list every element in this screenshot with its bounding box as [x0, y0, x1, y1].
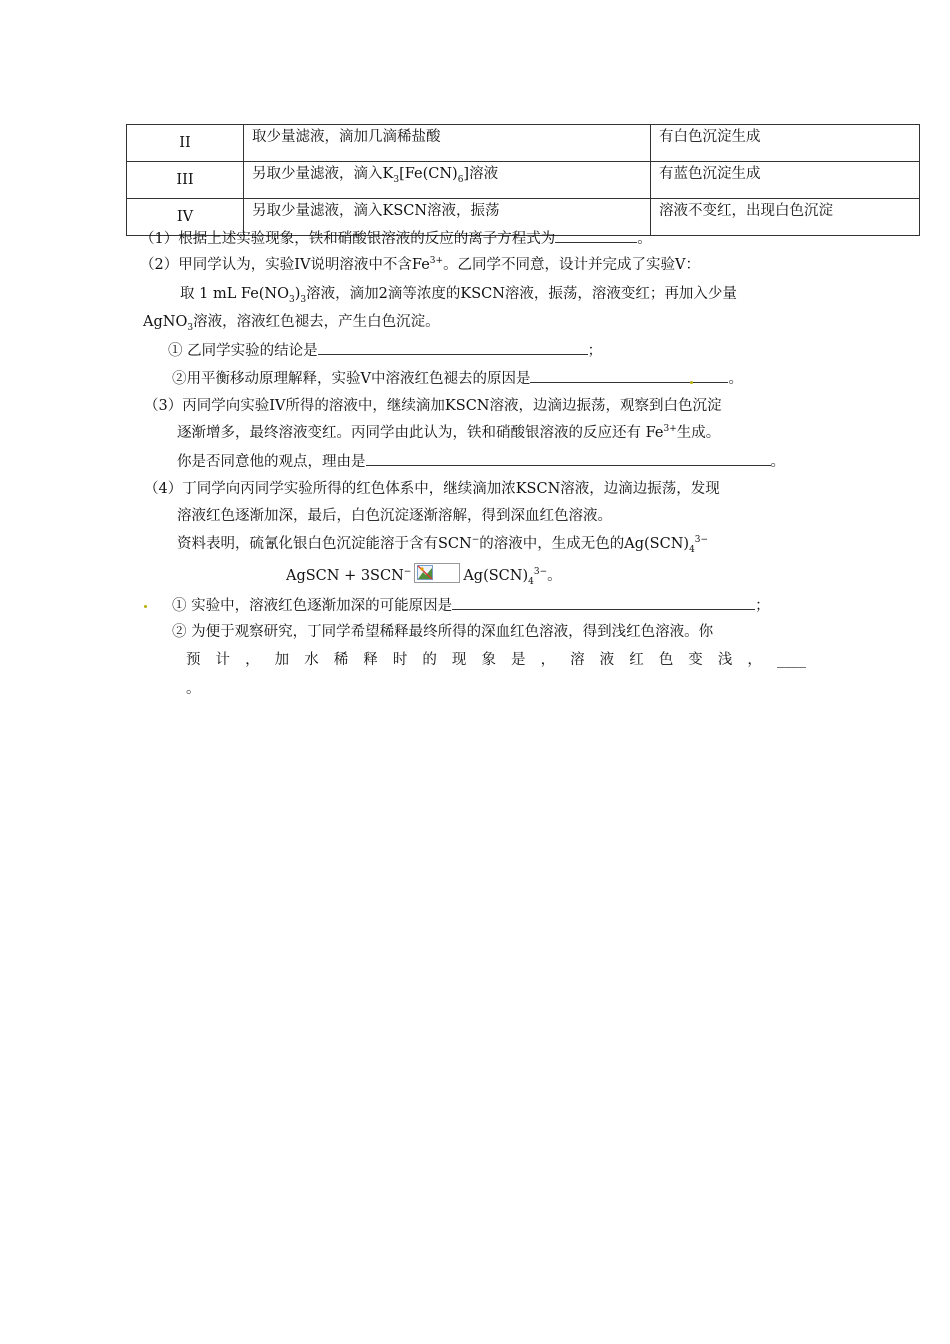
row-number: II	[127, 125, 244, 162]
answer-blank[interactable]	[318, 340, 588, 355]
spaced-char: ，	[747, 652, 762, 668]
question-4-line-3: 资料表明，硫氰化银白色沉淀能溶于含有SCN−的溶液中，生成无色的$Ag(SCN)_4^{3-}$	[177, 535, 709, 555]
broken-image-icon	[417, 565, 433, 580]
question-4-line-1: （4）丁同学向丙同学实验所得的红色体系中，继续滴加浓KSCN溶液，边滴边振荡，发现	[144, 481, 720, 497]
spaced-char: 溶	[570, 652, 585, 668]
spaced-char: 是	[511, 652, 526, 668]
spaced-char: ，	[245, 652, 260, 668]
question-4-sub-1: ① 实验中，溶液红色逐渐加深的可能原因是 ；	[172, 595, 770, 616]
spaced-char: 释	[363, 652, 378, 668]
spaced-char: 色	[658, 652, 674, 668]
spaced-char: 红	[629, 652, 644, 668]
row-number: III	[127, 162, 244, 199]
row-operation: 另取少量滤液，滴入$K_3[Fe(CN)_6]$溶液	[244, 162, 651, 199]
spaced-char: 稀	[333, 652, 349, 668]
row-result: 有白色沉淀生成	[651, 125, 920, 162]
question-1: （1）根据上述实验现象，铁和硝酸银溶液的反应的离子方程式为 。	[140, 228, 652, 249]
spaced-char: 时	[392, 652, 408, 668]
question-2-sub-1: ① 乙同学实验的结论是 ；	[168, 340, 602, 361]
equilibrium-equation: AgSCN + 3SCN− $Ag(SCN)_4^{3-}$。	[286, 563, 562, 586]
spaced-char: 浅	[717, 652, 733, 668]
spaced-char: ____	[776, 652, 806, 668]
experiment-table	[126, 124, 920, 236]
spaced-char: 预	[186, 652, 201, 668]
row-result: 溶液不变红，出现白色沉淀	[651, 199, 920, 236]
question-2-line-3: AgNO$_3$溶液，溶液红色褪去，产生白色沉淀。	[143, 314, 440, 333]
spaced-char: 现	[451, 652, 467, 668]
spaced-char: 加	[274, 652, 290, 668]
question-2-line-1: （2）甲同学认为，实验IV说明溶液中不含$Fe^{3+}$。乙同学不同意，设计并完成了实验V：	[140, 256, 701, 273]
question-3-line-1: （3）丙同学向实验IV所得的溶液中，继续滴加KSCN溶液，边滴边振荡，观察到白色沉淀	[144, 398, 722, 414]
spaced-char: 水	[304, 652, 319, 668]
equilibrium-arrow-image	[414, 563, 460, 583]
row-operation: 另取少量滤液，滴入KSCN溶液，振荡	[244, 199, 651, 236]
row-number: IV	[127, 199, 244, 236]
answer-blank[interactable]	[555, 228, 637, 243]
answer-blank[interactable]	[452, 595, 755, 610]
question-4-sub-2-line-2	[186, 650, 806, 670]
question-4-line-2: 溶液红色逐渐加深，最后，白色沉淀逐渐溶解，得到深血红色溶液。	[177, 508, 612, 524]
table-row	[127, 125, 920, 162]
question-4-sub-2: ② 为便于观察研究，丁同学希望稀释最终所得的深血红色溶液，得到浅红色溶液。你	[172, 624, 714, 640]
row-result: 有蓝色沉淀生成	[651, 162, 920, 199]
question-3-line-2: 逐渐增多，最终溶液变红。丙同学由此认为，铁和硝酸银溶液的反应还有 $Fe^{3+}$生成。	[177, 424, 721, 441]
spaced-char: 变	[688, 652, 703, 668]
question-2-line-2: 取 1 mL $Fe(NO_3)_3$溶液，滴加2滴等浓度的KSCN溶液，振荡，溶液变红；再加入少量	[180, 286, 737, 305]
spaced-char: ，	[540, 652, 556, 668]
stray-mark	[144, 605, 147, 608]
table-row	[127, 162, 920, 199]
spaced-char: 液	[599, 652, 615, 668]
spaced-char: 象	[481, 652, 496, 668]
stray-mark	[690, 381, 693, 384]
spaced-char: 计	[215, 652, 231, 668]
answer-blank[interactable]	[530, 368, 728, 383]
row-operation: 取少量滤液，滴加几滴稀盐酸	[244, 125, 651, 162]
question-3-line-3: 你是否同意他的观点，理由是 。	[177, 451, 785, 472]
spaced-char: 的	[422, 652, 437, 668]
question-4-sub-2-end: 。	[186, 681, 201, 697]
answer-blank[interactable]	[366, 451, 771, 466]
question-2-sub-2: ②用平衡移动原理解释，实验V中溶液红色褪去的原因是 。	[172, 368, 743, 389]
